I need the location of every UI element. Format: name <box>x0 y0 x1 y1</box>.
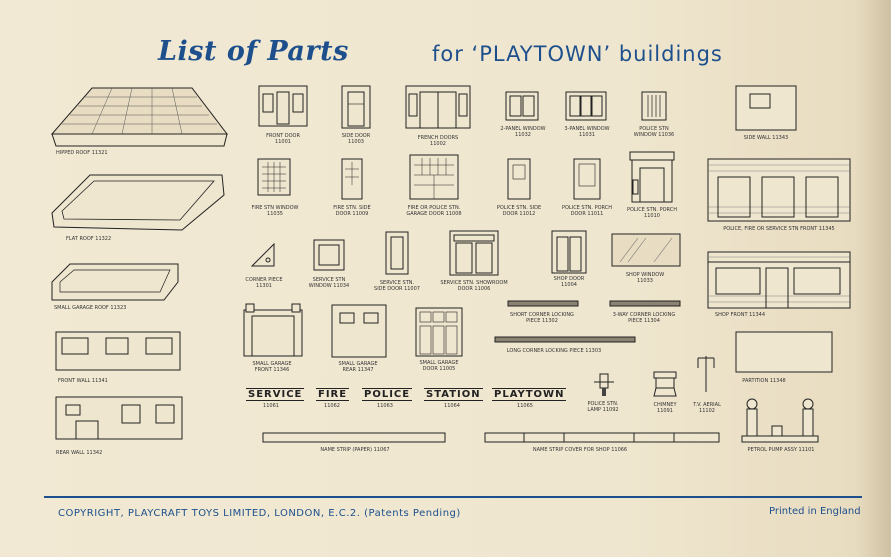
flat-roof-drawing <box>52 175 227 230</box>
page-subtitle: for ‘PLAYTOWN’ buildings <box>432 42 723 66</box>
service-stn-showroom-door-drawing <box>448 229 500 277</box>
shop-window-label: SHOP WINDOW 11033 <box>625 272 665 284</box>
tv-aerial-label: T.V. AERIAL 11102 <box>693 402 721 414</box>
fire-police-garage-door-drawing <box>408 153 460 201</box>
police-stn-lamp-label: POLICE STN. LAMP 11092 <box>587 401 619 413</box>
name-strip-station-code: 11064 <box>444 403 460 409</box>
rear-wall-drawing <box>54 393 189 445</box>
small-garage-front-label: SMALL GARAGE FRONT 11346 <box>252 361 292 373</box>
three-way-corner-locking-label: 3-WAY CORNER LOCKING PIECE 11304 <box>612 312 676 324</box>
shop-window-drawing <box>610 232 682 268</box>
fire-stn-window-label: FIRE STN WINDOW 11035 <box>251 205 299 217</box>
shop-door-drawing <box>550 229 588 275</box>
corner-piece-drawing <box>250 242 276 268</box>
page-title: List of Parts <box>158 36 349 67</box>
chimney-drawing <box>652 370 678 398</box>
name-strip-police: POLICE <box>364 389 411 400</box>
partition-drawing <box>734 330 834 374</box>
name-strip-cover-label: NAME STRIP COVER FOR SHOP 11066 <box>532 447 628 453</box>
footer-divider <box>44 496 862 498</box>
police-stn-porch-drawing <box>628 150 676 204</box>
police-stn-porch-door-drawing <box>572 157 602 201</box>
police-stn-side-door-drawing <box>506 157 532 201</box>
police-stn-porch-label: POLICE STN. PORCH 11010 <box>626 207 678 219</box>
side-wall-label: SIDE WALL 11343 <box>743 135 789 141</box>
shop-front-drawing <box>706 250 852 310</box>
service-stn-window-drawing <box>312 238 346 272</box>
police-stn-side-door-label: POLICE STN. SIDE DOOR 11012 <box>496 205 542 217</box>
short-corner-locking-drawing <box>507 300 579 308</box>
name-strip-service: SERVICE <box>248 389 303 400</box>
corner-piece-label: CORNER PIECE 11301 <box>245 277 283 289</box>
small-garage-door-label: SMALL GARAGE DOOR 11005 <box>419 360 459 372</box>
name-strip-cover-drawing <box>484 432 720 444</box>
name-strip-fire-code: 11062 <box>324 403 340 409</box>
three-panel-window-drawing <box>564 90 608 122</box>
name-strip-paper-drawing <box>262 432 446 444</box>
rear-wall-label: REAR WALL 11342 <box>56 450 103 456</box>
shop-door-label: SHOP DOOR 11004 <box>553 276 585 288</box>
police-stn-window-drawing <box>640 90 668 122</box>
header <box>0 36 891 76</box>
hipped-roof-label: HIPPED ROOF 11321 <box>56 150 108 156</box>
small-garage-door-drawing <box>414 306 464 358</box>
tv-aerial-drawing <box>696 354 716 394</box>
long-corner-locking-drawing <box>494 336 636 344</box>
two-panel-window-label: 2-PANEL WINDOW 11032 <box>500 126 546 138</box>
short-corner-locking-label: SHORT CORNER LOCKING PIECE 11302 <box>510 312 574 324</box>
chimney-label: CHIMNEY 11091 <box>653 402 677 414</box>
hipped-roof-drawing <box>52 84 227 154</box>
fire-police-garage-door-label: FIRE OR POLICE STN. GARAGE DOOR 11008 <box>406 205 462 217</box>
three-way-corner-locking-drawing <box>609 300 681 308</box>
service-stn-side-door-label: SERVICE STN. SIDE DOOR 11007 <box>374 280 420 292</box>
name-strip-paper-label: NAME STRIP (PAPER) 11067 <box>320 447 390 453</box>
name-strip-service-code: 11061 <box>263 403 279 409</box>
police-fire-service-front-label: POLICE, FIRE OR SERVICE STN FRONT 11345 <box>723 226 835 232</box>
french-doors-drawing <box>404 84 472 130</box>
police-stn-lamp-drawing <box>592 372 616 398</box>
name-strip-playtown-code: 11065 <box>517 403 533 409</box>
name-strip-playtown: PLAYTOWN <box>494 389 565 400</box>
two-panel-window-drawing <box>504 90 540 122</box>
small-garage-rear-label: SMALL GARAGE REAR 11347 <box>338 361 378 373</box>
side-door-drawing <box>340 84 372 130</box>
side-door-label: SIDE DOOR 11003 <box>341 133 371 145</box>
fire-stn-side-door-label: FIRE STN. SIDE DOOR 11009 <box>333 205 371 217</box>
petrol-pump-drawing <box>740 396 820 444</box>
long-corner-locking-label: LONG CORNER LOCKING PIECE 11303 <box>506 348 602 354</box>
printed-in-text: Printed in England <box>769 506 861 517</box>
fire-stn-window-drawing <box>256 157 292 197</box>
service-stn-window-label: SERVICE STN WINDOW 11034 <box>308 277 350 289</box>
service-stn-front-drawing <box>706 157 852 223</box>
partition-label: PARTITION 11348 <box>742 378 786 384</box>
petrol-pump-label: PETROL PUMP ASSY 11101 <box>747 447 815 453</box>
service-stn-side-door-drawing <box>384 230 410 276</box>
three-panel-window-label: 3-PANEL WINDOW 11031 <box>564 126 610 138</box>
small-garage-roof-drawing <box>52 262 180 302</box>
small-garage-rear-drawing <box>330 303 388 359</box>
small-garage-front-drawing <box>242 302 304 358</box>
fire-stn-side-door-drawing <box>340 157 364 201</box>
shop-front-label: SHOP FRONT 11344 <box>714 312 766 318</box>
copyright-text: COPYRIGHT, PLAYCRAFT TOYS LIMITED, LONDON, E.C.2. (Patents Pending) <box>58 508 461 519</box>
flat-roof-label: FLAT ROOF 11322 <box>66 236 112 242</box>
name-strip-fire: FIRE <box>318 389 348 400</box>
police-stn-porch-door-label: POLICE STN. PORCH DOOR 11011 <box>561 205 613 217</box>
small-garage-roof-label: SMALL GARAGE ROOF 11323 <box>54 305 127 311</box>
front-wall-drawing <box>54 324 184 374</box>
service-stn-showroom-door-label: SERVICE STN. SHOWROOM DOOR 11006 <box>440 280 508 292</box>
police-stn-window-label: POLICE STN WINDOW 11036 <box>633 126 675 138</box>
front-door-drawing <box>257 84 309 128</box>
name-strip-station: STATION <box>426 389 481 400</box>
front-wall-label: FRONT WALL 11341 <box>58 378 108 384</box>
front-door-label: FRONT DOOR 11001 <box>266 133 300 145</box>
side-wall-drawing <box>734 84 798 132</box>
name-strip-police-code: 11063 <box>377 403 393 409</box>
french-doors-label: FRENCH DOORS 11002 <box>417 135 459 147</box>
